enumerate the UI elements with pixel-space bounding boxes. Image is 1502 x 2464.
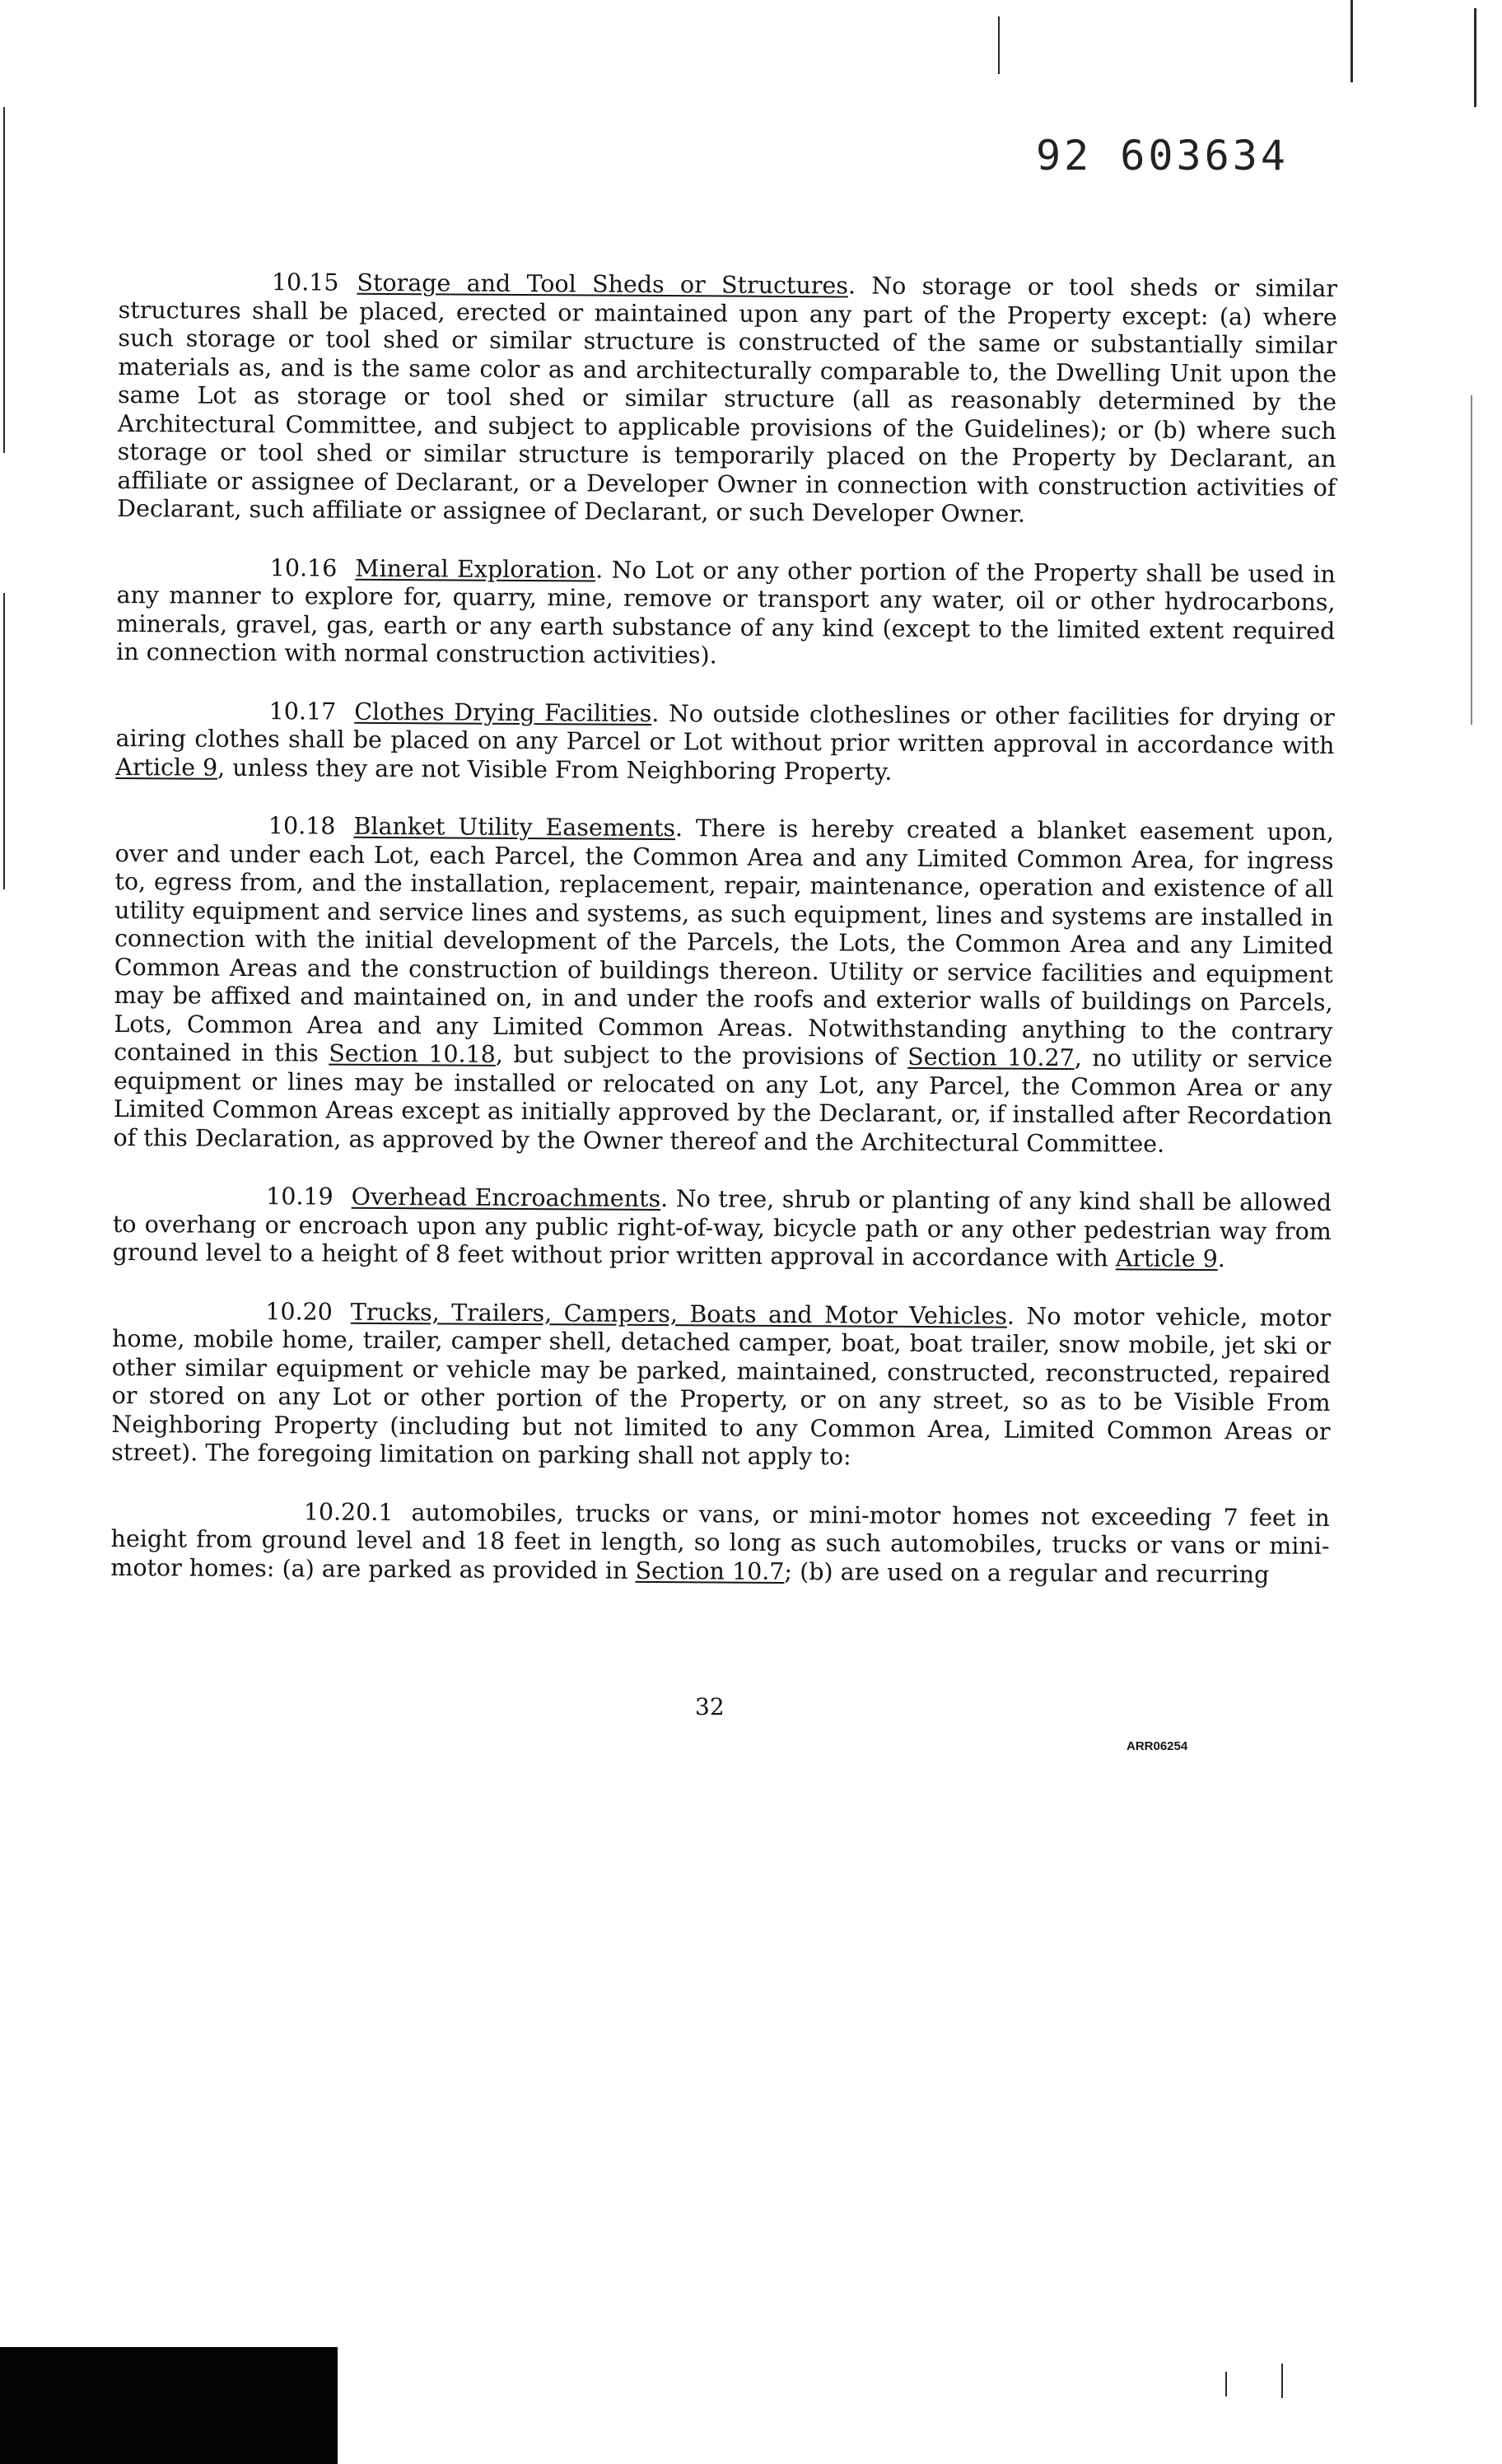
scan-artifact-bottom-mark-2 bbox=[1281, 2364, 1283, 2398]
subsection-number: 10.20.1 bbox=[303, 1497, 394, 1526]
section-10-18 bbox=[113, 811, 1334, 1160]
section-text: . No outside clotheslines or other facilities for drying or airing clothes shall be placed on any Parcel or Lot without prior written approval in accordance with bbox=[115, 699, 1335, 760]
document-reference-code: ARR06254 bbox=[1126, 1739, 1188, 1753]
article-reference: Article 9 bbox=[115, 753, 218, 782]
section-10-17 bbox=[115, 696, 1335, 789]
section-text: . No tree, shrub or planting of any kind shall be allowed to overhang or encroach upon any public right-of-way, bicycle path or any other pedestrian way from ground level to a height of 8 feet without prior written approval in accordance with bbox=[112, 1185, 1332, 1272]
article-reference: Article 9 bbox=[1115, 1244, 1218, 1273]
scan-artifact-top-mark-1 bbox=[998, 16, 1000, 74]
section-text: . There is hereby created a blanket easement upon, over and under each Lot, each Parcel, the Common Area and any Limited Common Area, for ingress to, egress from, and the installation, replacement, repair, maintenance, operation and existence of all utility equipment and service lines and systems, as such equipment, lines and systems are installed in connection with the initial development of the Parcels, the Lots, the Common Area and any Limited Common Areas and the construction of buildings thereon. Utility or service facilities and equipment may be affixed and maintained on, in and under the roofs and exterior walls of buildings on Parcels, Lots, Common Area and any Limited Common Areas. Notwithstanding anything to the contrary contained in this bbox=[114, 814, 1334, 1067]
section-title: Storage and Tool Sheds or Structures bbox=[357, 268, 848, 300]
section-text: . No storage or tool sheds or similar structures shall be placed, erected or maintained upon any part of the Property except: (a) where such storage or tool shed or similar structure is constructed of the same or substantially similar materials as, and is the same color as and architecturally comparable to, the Dwelling Unit upon the same Lot as storage or tool shed or similar structure (all as reasonably determined by the Architectural Committee, and subject to applicable provisions of the Guidelines); or (b) where such storage or tool shed or similar structure is temporarily placed on the Property by Declarant, an affiliate or assignee of Declarant, or a Developer Owner in connection with construction activities of Declarant, such affiliate or assignee of Declarant, or such Developer Owner. bbox=[117, 272, 1337, 528]
page-number: 32 bbox=[695, 1693, 725, 1720]
section-10-15 bbox=[117, 268, 1337, 531]
subsection-text-end: ; (b) are used on a regular and recurring bbox=[784, 1557, 1270, 1589]
scan-artifact-right-line bbox=[1471, 395, 1472, 725]
section-text-middle: , but subject to the provisions of bbox=[495, 1040, 908, 1071]
section-reference: Section 10.27 bbox=[907, 1043, 1075, 1072]
section-title: Trucks, Trailers, Campers, Boats and Motor Vehicles bbox=[350, 1298, 1008, 1330]
section-text: . No Lot or any other portion of the Property shall be used in any manner to explore for, quarry, mine, remove or transport any water, oil or other hydrocarbons, minerals, gravel, gas, earth or any earth substance of any kind (except to the limited extent required in connection with normal construction activities). bbox=[116, 556, 1336, 670]
section-title: Clothes Drying Facilities bbox=[354, 698, 652, 727]
subsection-10-20-1 bbox=[110, 1496, 1330, 1589]
section-reference: Section 10.18 bbox=[329, 1039, 496, 1068]
section-text-end: , no utility or service equipment or lines may be installed or relocated on any Lot, any Parcel, the Common Area or any Limited Common Areas except as initially approved by the Declarant, or, if installed after Recordation of this Declaration, as approved by the Owner thereof and the Architectural Committee. bbox=[113, 1044, 1333, 1158]
document-body bbox=[110, 268, 1337, 1619]
scan-artifact-bottom-mark-1 bbox=[1225, 2372, 1227, 2396]
section-number: 10.16 bbox=[269, 553, 338, 582]
section-10-16 bbox=[116, 553, 1336, 674]
scan-black-corner bbox=[0, 2347, 338, 2464]
section-title: Mineral Exploration bbox=[355, 554, 596, 584]
section-number: 10.18 bbox=[268, 812, 336, 840]
scan-artifact-top-mark-3 bbox=[1474, 8, 1476, 107]
section-title: Blanket Utility Easements bbox=[353, 812, 676, 842]
scan-artifact-left-edge-lower bbox=[3, 593, 5, 889]
section-title: Overhead Encroachments bbox=[351, 1183, 661, 1213]
section-number: 10.20 bbox=[265, 1297, 333, 1326]
section-number: 10.19 bbox=[266, 1183, 334, 1211]
recording-number: 92 603634 bbox=[1036, 132, 1289, 180]
section-10-19 bbox=[113, 1182, 1332, 1275]
section-reference: Section 10.7 bbox=[635, 1556, 785, 1585]
scan-artifact-top-mark-2 bbox=[1350, 0, 1353, 82]
section-10-20 bbox=[111, 1296, 1331, 1474]
section-text-end: . bbox=[1217, 1245, 1225, 1273]
section-number: 10.17 bbox=[268, 697, 337, 726]
section-text-end: , unless they are not Visible From Neighboring Property. bbox=[217, 754, 893, 786]
section-number: 10.15 bbox=[271, 268, 339, 296]
subsection-text: automobiles, trucks or vans, or mini-motor homes not exceeding 7 feet in height from ground level and 18 feet in length, so long as such automobiles, trucks or vans or mini-motor homes: (a) are parked as provided in bbox=[110, 1498, 1330, 1584]
section-text: . No motor vehicle, motor home, mobile home, trailer, camper shell, detached camper, boat, boat trailer, snow mobile, jet ski or other similar equipment or vehicle may be parked, maintained, constructed, reconstructed, repaired or stored on any Lot or other portion of the Property, or on any street, so as to be Visible From Neighboring Property (including but not limited to any Common Area, Limited Common Areas or street). The foregoing limitation on parking shall not apply to: bbox=[111, 1302, 1332, 1471]
scan-artifact-left-edge bbox=[3, 107, 5, 453]
